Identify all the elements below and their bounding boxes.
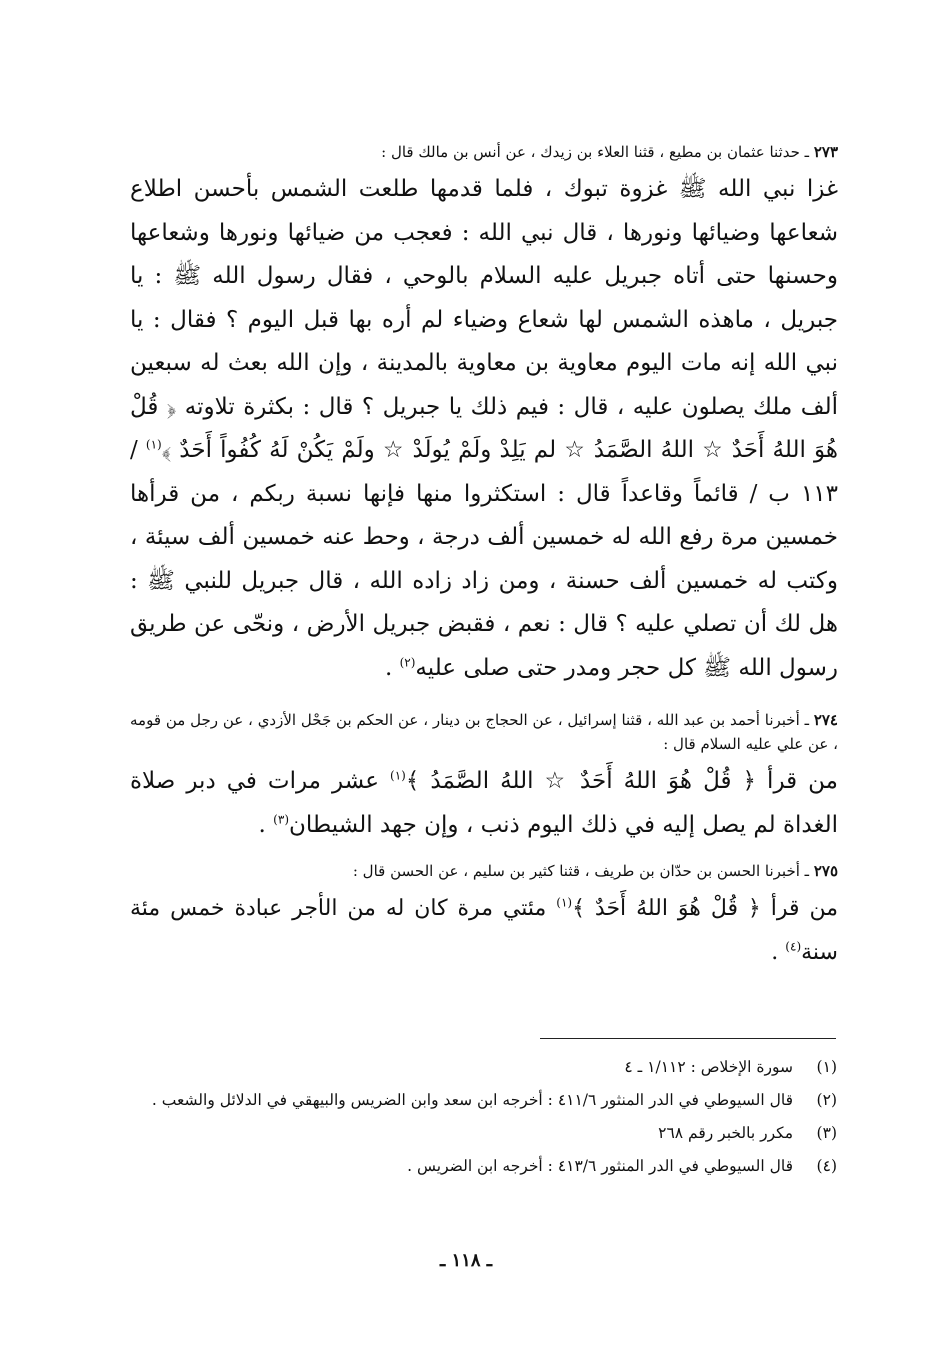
main-text: [130, 140, 838, 986]
hadith-274-number: ٢٧٤: [813, 711, 838, 729]
hadith-274-chain: ٢٧٤ ـ أخبرنا أحمد بن عبد الله ، قثنا إسرائيل ، عن الحجاج بن دينار ، عن الحكم بن جَحْل الأزدي ، عن رجل من قومه ، عن علي عليه السلام قال :: [130, 711, 838, 753]
hadith-275-sanad: أخبرنا الحسن بن حدّان بن طريف ، قثنا كثير بن سليم ، عن الحسن قال :: [352, 862, 800, 880]
hadith-275-text: [130, 887, 838, 974]
footnotes: [135, 1055, 837, 1187]
footnote-text: مكرر بالخبر رقم ٢٦٨: [658, 1124, 793, 1142]
footnote-item: [135, 1154, 837, 1179]
footnote-ref: (٤): [785, 939, 802, 954]
footnote-ref: (١): [145, 437, 162, 452]
page-number: ـ ١١٨ ـ: [439, 1250, 493, 1271]
hadith-273-text: [130, 168, 838, 690]
footnote-item: [135, 1055, 837, 1080]
footnote-item: [135, 1088, 837, 1113]
hadith-275-matn-continued: مئتي مرة كان له من الأجر عبادة خمس مئة سنة: [130, 896, 838, 965]
hadith-274-matn: من قرأ ﴿ قُلْ هُوَ اللهُ أَحَدٌ ☆ اللهُ الصَّمَدُ ﴾: [405, 768, 839, 794]
hadith-273-number: ٢٧٣: [813, 143, 838, 161]
hadith-273-matn-continued: / ١١٣ ب / قائماً وقاعداً قال : استكثروا منها فإنها نسبة ربكم ، من قرأها خمسين مرة رفع الله له خمسين ألف درجة ، وحط عنه خمسين ألف سيئة ، وكتب له خمسين ألف حسنة ، ومن زاد زاده الله ، قال جبريل للنبي ﷺ : هل لك أن تصلي عليه ؟ قال : نعم ، فقبض جبريل الأرض ، ونحّى عن طريق رسول الله ﷺ كل حجر ومدر حتى صلى عليه: [130, 437, 838, 681]
footnote-number: (١): [816, 1058, 837, 1076]
footnote-ref: (٢): [399, 654, 416, 669]
footnote-ref: (١): [390, 768, 406, 783]
hadith-274-end: .: [258, 811, 274, 838]
hadith-273-end: .: [384, 654, 400, 681]
hadith-274-sanad: أخبرنا أحمد بن عبد الله ، قثنا إسرائيل ، عن الحجاج بن دينار ، عن الحكم بن جَحْل الأزدي ، عن رجل من قومه ، عن علي عليه السلام قال :: [130, 711, 838, 753]
hadith-273-chain: ٢٧٣ ـ حدثنا عثمان بن مطيع ، قثنا العلاء بن زيدك ، عن أنس بن مالك قال :: [381, 143, 838, 161]
footnote-number: (٣): [816, 1124, 837, 1142]
hadith-274-matn-continued: عشر مرات في دبر صلاة الغداة لم يصل إليه في ذلك اليوم ذنب ، وإن جهد الشيطان: [130, 768, 838, 838]
footnote-number: (٤): [816, 1157, 837, 1175]
hadith-275-matn: من قرأ ﴿ قُلْ هُوَ اللهُ أَحَدٌ ﴾: [572, 896, 838, 921]
footnote-ref: (٣): [273, 811, 289, 826]
footnote-divider: [540, 1038, 836, 1039]
hadith-275-end: .: [771, 939, 786, 965]
footnote-text: سورة الإخلاص : ١/١١٢ ـ ٤: [624, 1058, 793, 1076]
hadith-274-text: [130, 760, 838, 847]
footnote-ref: (١): [556, 895, 573, 910]
hadith-273-matn: غزا نبي الله ﷺ غزوة تبوك ، فلما قدمها طلعت الشمس بأحسن اطلاع شعاعها وضيائها ونورها ، قال نبي الله : فعجب من ضيائها ونورها وشعاعها وحسنها حتى أتاه جبريل عليه السلام بالوحي ، فقال رسول الله ﷺ : يا جبريل ، ماهذه الشمس لها شعاع وضياء لم أره بها قبل اليوم ؟ فقال : يا نبي الله إنه مات اليوم معاوية بن معاوية بالمدينة ، وإن الله بعث له سبعين ألف ملك يصلون عليه ، قال : فيم ذلك يا جبريل ؟ قال : بكثرة تلاوته ﴿ قُلْ هُوَ اللهُ أَحَدٌ ☆ اللهُ الصَّمَدُ ☆ لم يَلِدْ ولَمْ يُولَدْ ☆ ولَمْ يَكُنْ لَهُ كُفُواً أَحَدٌ ﴾: [130, 176, 838, 463]
footnote-item: [135, 1121, 837, 1146]
footnote-text: قال السيوطي في الدر المنثور ٤١٣/٦ : أخرجه ابن الضريس .: [407, 1157, 793, 1175]
hadith-273-sanad: حدثنا عثمان بن مطيع ، قثنا العلاء بن زيدك ، عن أنس بن مالك قال :: [381, 143, 800, 161]
footnote-text: قال السيوطي في الدر المنثور ٤١١/٦ : أخرجه ابن سعد وابن الضريس والبيهقي في الدلائل والشعب .: [151, 1091, 793, 1109]
footnote-number: (٢): [816, 1091, 837, 1109]
hadith-275-chain: ٢٧٥ ـ أخبرنا الحسن بن حدّان بن طريف ، قثنا كثير بن سليم ، عن الحسن قال :: [352, 862, 838, 880]
hadith-275-number: ٢٧٥: [813, 862, 838, 880]
